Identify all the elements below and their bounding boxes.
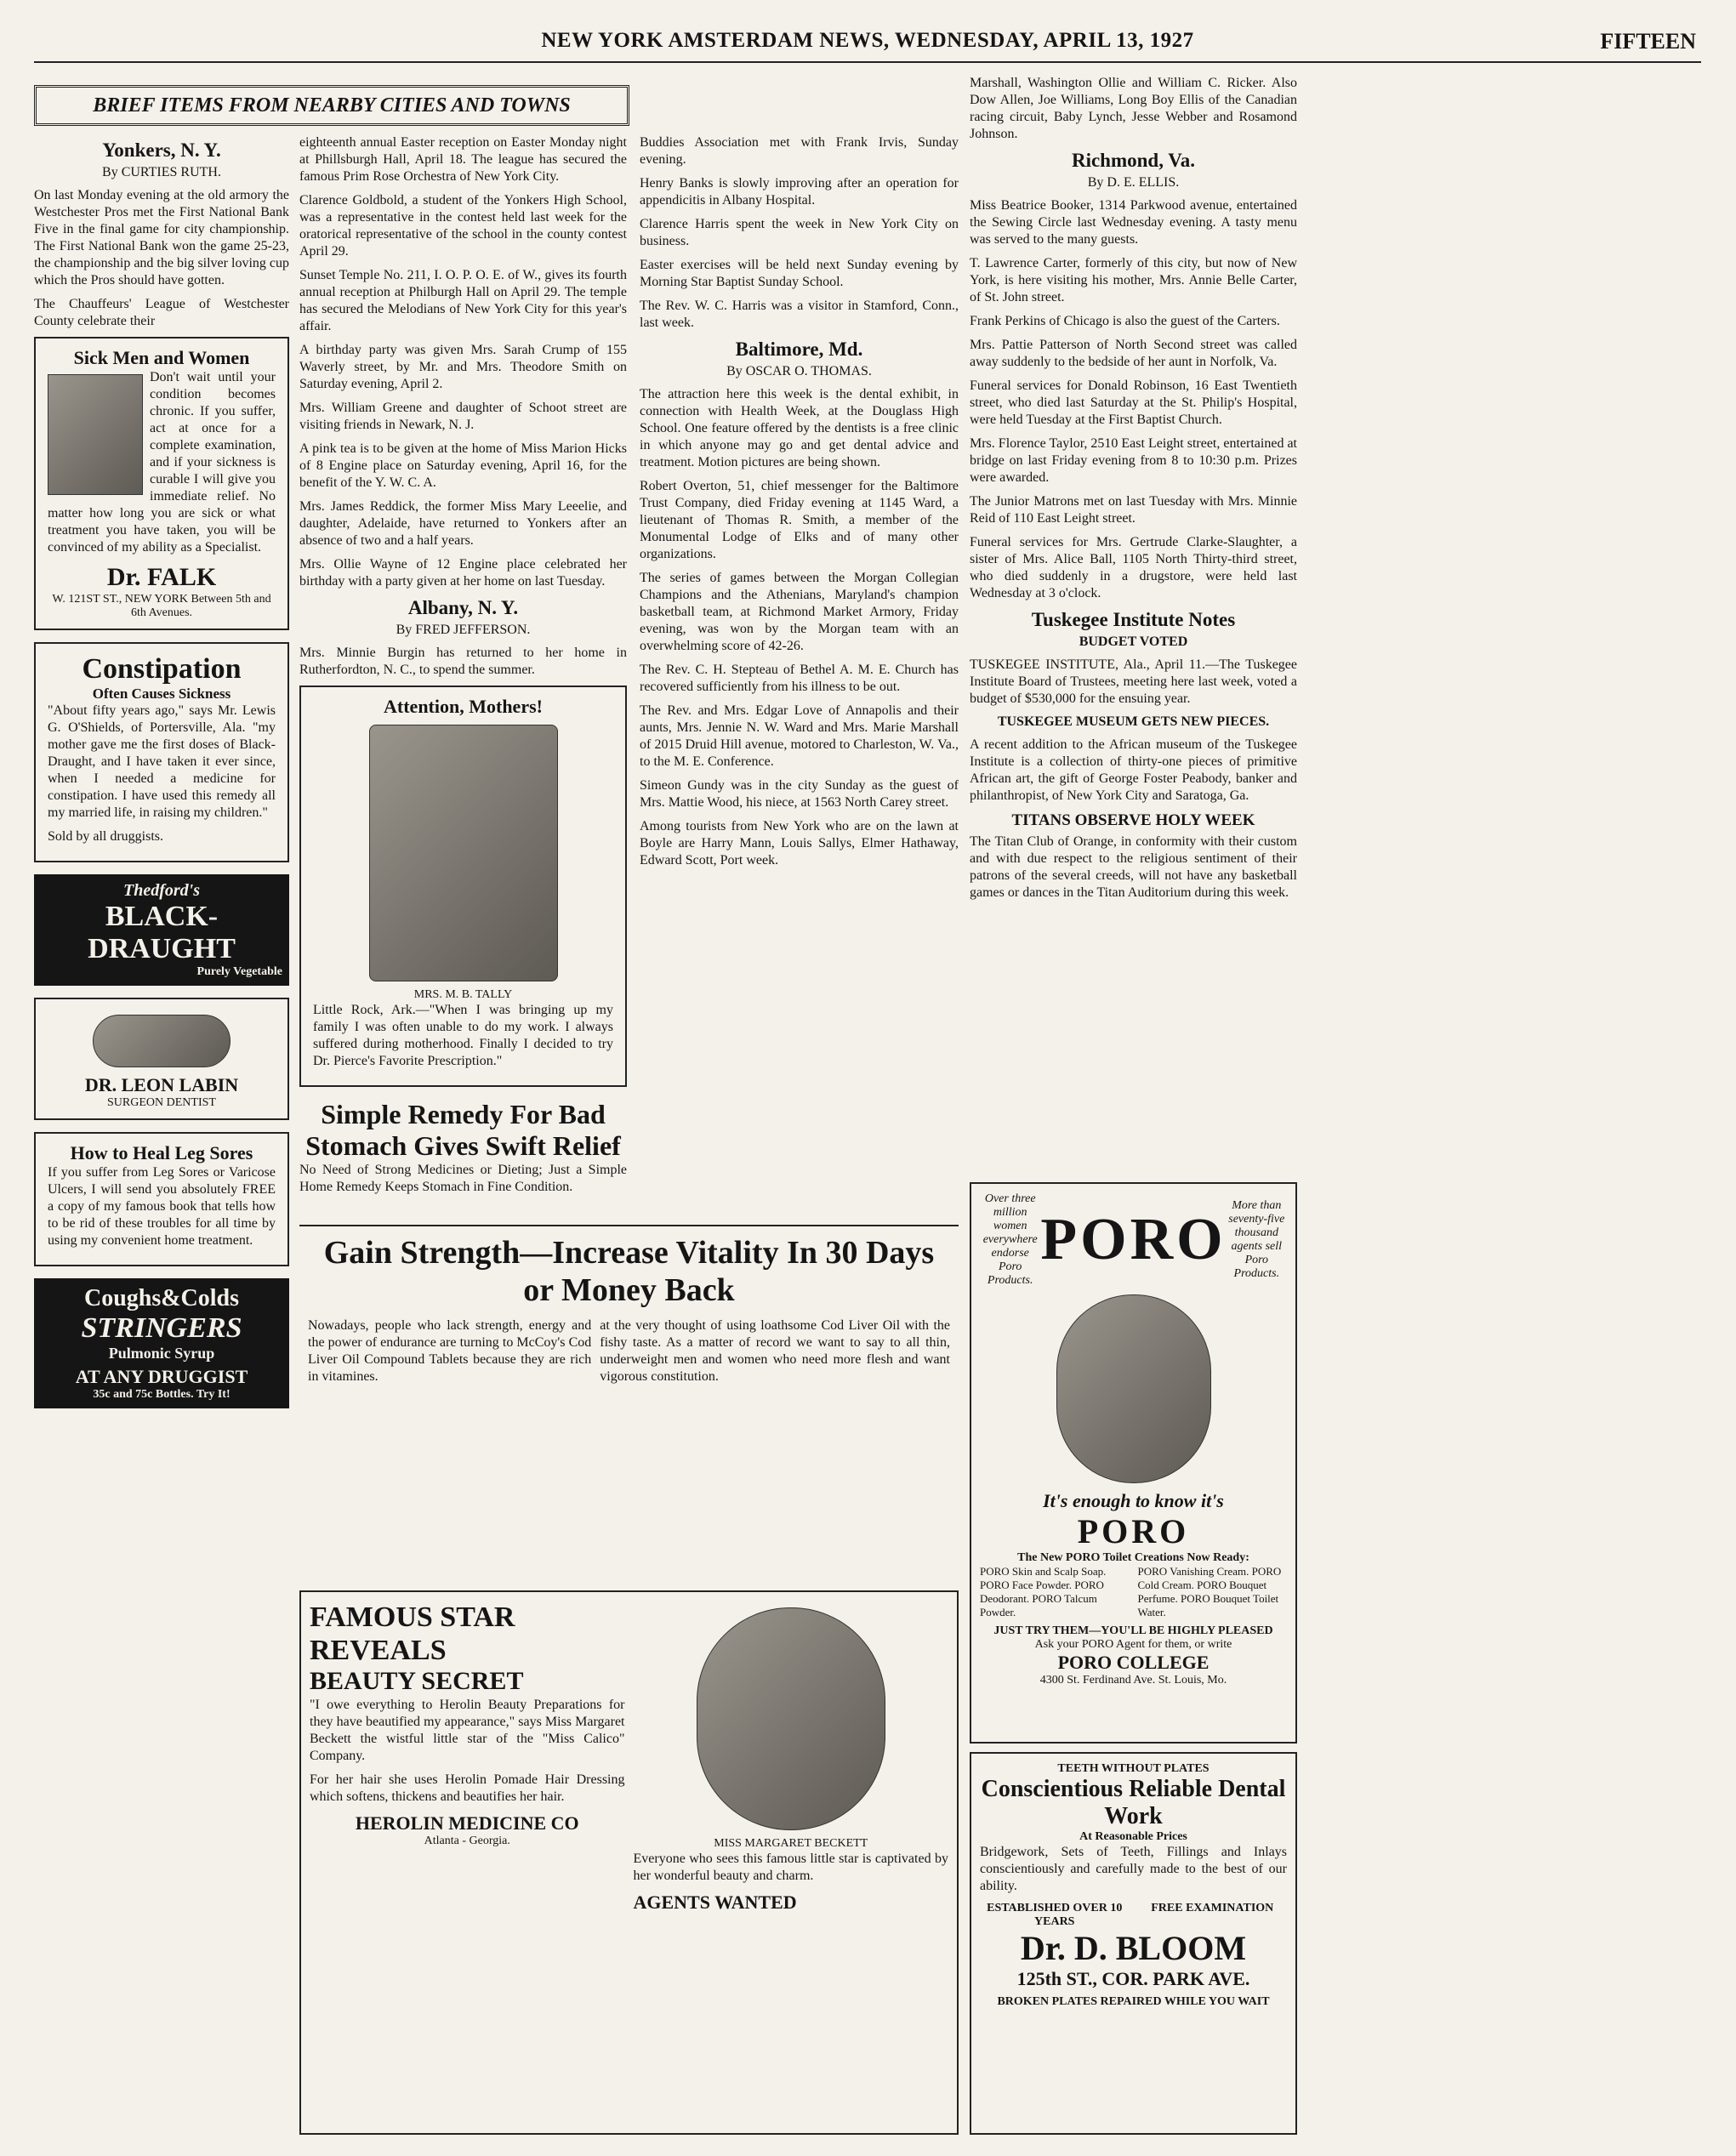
richmond-para-5: Funeral services for Donald Robinson, 16 East Twentieth street, who died last Saturday at the St. Philip's Hospital, were held Tuesday at the First Baptist Church.	[970, 378, 1297, 427]
dr-labin-ad	[34, 998, 289, 1120]
stringers-ad	[34, 1278, 289, 1408]
constipation-heading: Constipation	[82, 652, 242, 685]
column-1	[34, 75, 289, 2133]
attention-mothers-heading: Attention, Mothers!	[384, 696, 543, 717]
margaret-beckett-portrait	[697, 1607, 885, 1830]
star-para-1: "I owe everything to Herolin Beauty Preparations for they have beautified my appearance," says Miss Margaret Beckett the wistful little star of the "Miss Calico" Company.	[310, 1697, 625, 1763]
herolin-city: Atlanta - Georgia.	[424, 1834, 510, 1847]
herolin-ad	[299, 1590, 959, 2135]
richmond-para-8: Funeral services for Mrs. Gertrude Clarke-Slaughter, a sister of Mrs. Alice Ball, 1105 North Thirty-third street, who died suddenly in a drugstore, were held last Wednesday at 3 o'clock.	[970, 535, 1297, 600]
baltimore-byline: By OSCAR O. THOMAS.	[726, 364, 872, 378]
baltimore-para-6: Simeon Gundy was in the city Sunday as the guest of Mrs. Mattie Wood, his niece, at 1563 North Carey street.	[640, 778, 959, 810]
c4-para-1: Marshall, Washington Ollie and William C. Ricker. Also Dow Allen, Joe Williams, Long Boy Ellis of the Canadian racing circuit, Baby Lynch, Jesse Webber and Rosamond Johnson.	[970, 76, 1297, 141]
c2-para-5: Mrs. William Greene and daughter of Schoot street are visiting friends in Newark, N. J.	[299, 401, 627, 432]
bottles-text: 35c and 75c Bottles. Try It!	[93, 1387, 231, 1401]
baltimore-para-2: Robert Overton, 51, chief messenger for the Baltimore Trust Company, died Friday evening at 1145 Ward, a lieutenant of Thomas R. Smith, a member of the Monumental Lodge of Elks and of many other organizations.	[640, 479, 959, 561]
bloom-heading: Conscientious Reliable Dental Work	[981, 1776, 1286, 1829]
dr-bloom-ad	[970, 1752, 1297, 2135]
yonkers-heading: Yonkers, N. Y.	[102, 139, 221, 161]
thedford-text: Thedford's	[123, 880, 200, 900]
baltimore-para-4: The Rev. C. H. Stepteau of Bethel A. M. E. Church has recovered sufficiently from his illness to be out.	[640, 663, 959, 694]
yonkers-para-2: The Chauffeurs' League of Westchester County celebrate their	[34, 297, 289, 328]
pulmonic-text: Pulmonic Syrup	[108, 1344, 215, 1362]
stringers-text: STRINGERS	[81, 1311, 242, 1344]
black-draught-logo	[34, 874, 289, 986]
c2-para-1: eighteenth annual Easter reception on Easter Monday night at Phillsburgh Hall, April 18. The league has secured the famous Prim Rose Orchestra of New York City.	[299, 135, 627, 184]
simple-remedy-text: No Need of Strong Medicines or Dieting; Just a Simple Home Remedy Keeps Stomach in Fine Condition.	[299, 1162, 627, 1194]
poro-college: PORO COLLEGE	[1057, 1652, 1210, 1673]
sick-men-ad	[34, 337, 289, 630]
richmond-para-3: Frank Perkins of Chicago is also the guest of the Carters.	[970, 314, 1280, 328]
richmond-para-7: The Junior Matrons met on last Tuesday with Mrs. Minnie Reid of 110 East Leight street.	[970, 494, 1297, 526]
margaret-beckett-caption: MISS MARGARET BECKETT	[714, 1837, 868, 1850]
labin-name: DR. LEON LABIN	[84, 1073, 239, 1095]
poro-logo-2: PORO	[1077, 1512, 1190, 1550]
baltimore-para-5: The Rev. and Mrs. Edgar Love of Annapolis and their aunts, Mrs. Jennie N. W. Ward and Mrs. Marie Marshall of 2015 Druid Hill avenue, motored to Charleston, W. Va., to the M. E. Conference.	[640, 703, 959, 769]
c2-para-2: Clarence Goldbold, a student of the Yonkers High School, was a representative in the contest held last week for the oratorical representative of the school in the county contest April 29.	[299, 193, 627, 259]
constipation-subheading: Often Causes Sickness	[92, 685, 231, 702]
albany-heading: Albany, N. Y.	[407, 597, 519, 618]
constipation-ad	[34, 642, 289, 862]
tuskegee-para-2: A recent addition to the African museum of the Tuskegee Institute is a collection of thirty-one pieces of primitive African art, the gift of George Foster Peabody, banker and philanthropist, of New York City and Saratoga, Ga.	[970, 737, 1297, 803]
poro-logo: PORO	[1040, 1207, 1227, 1272]
richmond-para-6: Mrs. Florence Taylor, 2510 East Leight street, entertained at bridge on last Friday evening from 8 to 10:30 p.m. Prizes were awarded.	[970, 436, 1297, 485]
microscope-illustration	[48, 374, 143, 495]
titans-para: The Titan Club of Orange, in conformity with their custom and with due respect to the religious sentiment of their patrons of the several creeds, will not have any basketball games or dances in the Titan Auditorium during this week.	[970, 834, 1297, 900]
labin-subtitle: SURGEON DENTIST	[107, 1095, 216, 1109]
albany-para: Mrs. Minnie Burgin has returned to her home in Rutherfordton, N. C., to spend the summer.	[299, 646, 627, 677]
purely-vegetable-text: Purely Vegetable	[196, 964, 282, 978]
c3-para-4: Easter exercises will be held next Sunday evening by Morning Star Baptist Sunday School.	[640, 258, 959, 289]
teeth-without-plates: TEETH WITHOUT PLATES	[1057, 1762, 1210, 1775]
vitality-para-2: at the very thought of using loathsome Cod Liver Oil with the fishy taste. As a matter of record we want to say to all thin, underweight men and women who need more flesh and want vigorous constitution.	[600, 1318, 950, 1385]
herolin-company: HEROLIN MEDICINE CO	[355, 1812, 579, 1834]
star-subheading: BEAUTY SECRET	[310, 1667, 524, 1696]
black-draught-text: BLACK-DRAUGHT	[88, 900, 236, 964]
leg-sores-text: If you suffer from Leg Sores or Varicose Ulcers, I will send you absolutely FREE a copy of my famous book that tells how to be rid of these troubles for all time by using my convenient home treatment.	[48, 1164, 276, 1248]
vitality-para-1: Nowadays, people who lack strength, energy and the power of endurance are turning to McCoy's Cod Liver Oil Compound Tablets because they are rich in vitamines.	[308, 1318, 592, 1385]
c3-para-2: Henry Banks is slowly improving after an operation for appendicitis in Albany Hospital.	[640, 176, 959, 208]
richmond-heading: Richmond, Va.	[1071, 150, 1196, 171]
any-druggist-text: AT ANY DRUGGIST	[75, 1365, 248, 1387]
c3-para-5: The Rev. W. C. Harris was a visitor in Stamford, Conn., last week.	[640, 299, 959, 330]
c2-para-6: A pink tea is to be given at the home of Miss Marion Hicks of 8 Engine place on Saturday evening, April 16, for the benefit of the Y. W. C. A.	[299, 441, 627, 490]
poro-items-right: PORO Vanishing Cream. PORO Cold Cream. PORO Bouquet Perfume. PORO Bouquet Toilet Water.	[1137, 1565, 1282, 1618]
poro-items-left: PORO Skin and Scalp Soap. PORO Face Powder. PORO Deodorant. PORO Talcum Powder.	[980, 1565, 1107, 1618]
mrs-tally-caption: MRS. M. B. TALLY	[413, 988, 513, 1001]
dr-falk-name: Dr. FALK	[106, 563, 217, 591]
coughs-colds-text: Coughs&Colds	[83, 1284, 240, 1311]
tuskegee-para-1: TUSKEGEE INSTITUTE, Ala., April 11.—The Tuskegee Institute Board of Trustees, meeting here last week, voted a budget of $530,000 for the ensuing year.	[970, 657, 1297, 706]
leg-sores-ad	[34, 1132, 289, 1266]
star-para-2: For her hair she uses Herolin Pomade Hair Dressing which softens, thickens and beautifies her hair.	[310, 1772, 625, 1804]
c3-para-3: Clarence Harris spent the week in New York City on business.	[640, 217, 959, 248]
placeholder-3	[1310, 75, 1311, 76]
poro-try: JUST TRY THEM—YOU'LL BE HIGHLY PLEASED	[993, 1624, 1273, 1637]
constipation-sold: Sold by all druggists.	[48, 828, 164, 844]
attention-mothers-ad	[299, 685, 627, 1087]
richmond-byline: By D. E. ELLIS.	[1087, 175, 1180, 190]
yonkers-byline: By CURTIES RUTH.	[102, 165, 221, 179]
baltimore-para-7: Among tourists from New York who are on the lawn at Boyle are Harry Mann, Louis Sallys, Elmer Hathaway, Edward Scott, Port week.	[640, 819, 959, 868]
dentures-illustration	[93, 1015, 231, 1067]
poro-ask: Ask your PORO Agent for them, or write	[1034, 1638, 1232, 1651]
dr-falk-address: W. 121ST ST., NEW YORK Between 5th and 6th Avenues.	[52, 592, 271, 619]
masthead	[34, 24, 1701, 63]
star-heading: FAMOUS STAR REVEALS	[310, 1601, 515, 1667]
poro-woman-portrait	[1056, 1294, 1211, 1483]
tuskegee-museum-heading: TUSKEGEE MUSEUM GETS NEW PIECES.	[997, 714, 1270, 729]
poro-address: 4300 St. Ferdinand Ave. St. Louis, Mo.	[1039, 1674, 1227, 1687]
bloom-address: 125th ST., COR. PARK AVE.	[1016, 1968, 1250, 1989]
baltimore-para-1: The attraction here this week is the dental exhibit, in connection with Health Week, at the Douglass High School. One feature offered by the dentists is a free clinic in which anyone may go and get dental advice and treatment. Motion pictures are being shown.	[640, 387, 959, 469]
yonkers-para-1: On last Monday evening at the old armory the Westchester Pros met the First National Bank Five in the final game for city championship. The First National Bank won the game 25-23, the championship and the big silver loving cup which the Pros should have gotten.	[34, 188, 289, 287]
sick-men-text: Don't wait until your condition becomes chronic. If you suffer, act at once for a complete examination, and if your sickness is curable I will give you immediate relief. No matter how long you are sick or what treatment you have taken, you will be convinced of my ability as a Specialist.	[48, 370, 276, 555]
poro-ad	[970, 1182, 1297, 1744]
richmond-para-4: Mrs. Pattie Patterson of North Second street was called away suddenly to the bedside of her aunt in Norfolk, Va.	[970, 338, 1297, 369]
albany-byline: By FRED JEFFERSON.	[396, 623, 531, 637]
tuskegee-heading: Tuskegee Institute Notes	[1031, 609, 1236, 630]
poro-right-caption: More than seventy-five thousand agents sell Poro Products.	[1228, 1199, 1285, 1280]
bloom-prices: At Reasonable Prices	[1079, 1830, 1187, 1843]
richmond-para-2: T. Lawrence Carter, formerly of this city, but now of New York, is here visiting his mother, Mrs. Annie Belle Carter, of St. John street.	[970, 256, 1297, 304]
leg-sores-heading: How to Heal Leg Sores	[70, 1141, 253, 1163]
baltimore-heading: Baltimore, Md.	[735, 338, 863, 360]
mrs-tally-portrait	[369, 725, 558, 981]
poro-left-caption: Over three million women everywhere endorse Poro Products.	[982, 1192, 1038, 1287]
simple-remedy-heading: Simple Remedy For Bad Stomach Gives Swift Relief	[305, 1099, 621, 1161]
baltimore-para-3: The series of games between the Morgan Collegian Champions and the Athenians, Maryland's champion basketball team, at Richmond Market Armory, Friday evening, was won by the Morgan team with an overwhelming score of 42-26.	[640, 571, 959, 653]
richmond-para-1: Miss Beatrice Booker, 1314 Parkwood avenue, entertained the Sewing Circle last Wednesday evening. A tasty menu was served to the many guests.	[970, 198, 1297, 247]
bloom-free: FREE EXAMINATION	[1151, 1902, 1274, 1914]
bloom-broken: BROKEN PLATES REPAIRED WHILE YOU WAIT	[997, 1995, 1270, 2008]
c2-para-8: Mrs. Ollie Wayne of 12 Engine place celebrated her birthday with a party given at her home on last Tuesday.	[299, 557, 627, 589]
masthead-title: NEW YORK AMSTERDAM NEWS, WEDNESDAY, APRIL 13, 1927	[541, 29, 1194, 52]
c2-para-7: Mrs. James Reddick, the former Miss Mary Leeelie, and daughter, Adelaide, have returned to Yonkers after an absence of two and a half years.	[299, 499, 627, 548]
agents-wanted: AGENTS WANTED	[633, 1891, 797, 1913]
bloom-name: Dr. D. BLOOM	[1020, 1929, 1247, 1967]
bloom-text: Bridgework, Sets of Teeth, Fillings and Inlays conscientiously and carefully made to the best of our ability.	[980, 1845, 1287, 1893]
tuskegee-subheading: BUDGET VOTED	[1079, 634, 1188, 649]
page-number: FIFTEEN	[1600, 29, 1696, 54]
poro-new-line: The New PORO Toilet Creations Now Ready:	[1017, 1551, 1249, 1564]
vitality-ad	[299, 1225, 959, 1582]
constipation-text: "About fifty years ago," says Mr. Lewis G. O'Shields, of Portersville, Ala. "my mother gave me the first doses of Black-Draught, and I have taken it ever since, when I needed a medicine for constipation. I have used this remedy all my married life, in raising my children."	[48, 703, 276, 820]
vitality-heading: Gain Strength—Increase Vitality In 30 Days or Money Back	[323, 1235, 935, 1308]
c2-para-4: A birthday party was given Mrs. Sarah Crump of 155 Waverly street, by Mr. and Mrs. Theodore Smith on Saturday evening, April 2.	[299, 343, 627, 391]
c2-para-3: Sunset Temple No. 211, I. O. P. O. E. of W., gives its fourth annual reception at Philburgh Hall on April 29. The temple has secured the Melodians of New York City for this year's affair.	[299, 268, 627, 333]
titans-heading: TITANS OBSERVE HOLY WEEK	[1011, 811, 1255, 829]
poro-enough-text: It's enough to know it's	[1043, 1490, 1224, 1511]
c3-para-1: Buddies Association met with Frank Irvis, Sunday evening.	[640, 135, 959, 167]
brief-items-banner: BRIEF ITEMS FROM NEARBY CITIES AND TOWNS	[34, 85, 629, 126]
sick-men-heading: Sick Men and Women	[73, 347, 250, 368]
attention-mothers-text: Little Rock, Ark.—"When I was bringing up my family I was often unable to do my work. I always suffered during motherhood. Finally I decided to try Dr. Pierce's Favorite Prescription."	[313, 1003, 613, 1068]
star-para-3: Everyone who sees this famous little star is captivated by her wonderful beauty and charm.	[633, 1852, 948, 1883]
bloom-established: ESTABLISHED OVER 10 YEARS	[987, 1902, 1123, 1928]
